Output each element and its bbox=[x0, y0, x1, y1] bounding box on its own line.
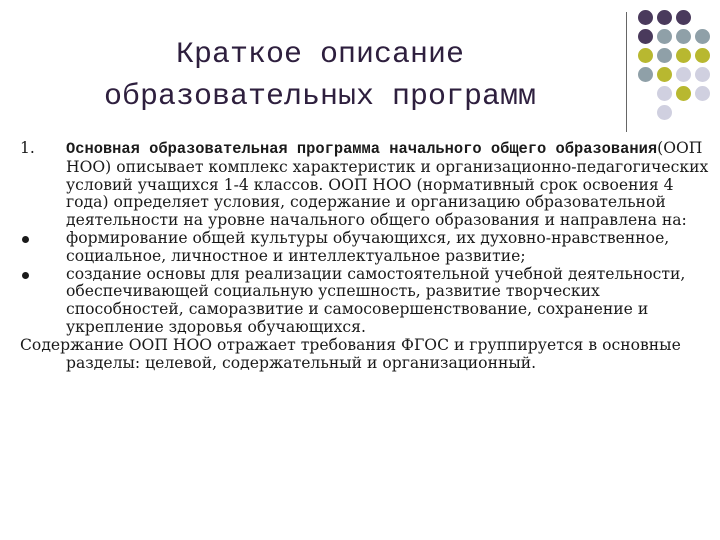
summary-paragraph: Содержание ООП НОО отражает требования ФГОС и группируется в основные разделы: целевой, содержательный и организационный. bbox=[20, 335, 681, 372]
decorative-dot bbox=[638, 10, 653, 25]
decorative-dot bbox=[638, 105, 653, 120]
decorative-dot bbox=[657, 29, 672, 44]
slide-title-line-2: образовательных программ bbox=[103, 80, 537, 114]
bullet-text: формирование общей культуры обучающихся, их духовно-нравственное, социальное, личностное и интеллектуальное развитие; bbox=[66, 228, 670, 265]
decorative-dot bbox=[657, 48, 672, 63]
bullet-item-1 bbox=[20, 230, 716, 266]
bullet-item-2 bbox=[20, 266, 716, 337]
bullet-text: создание основы для реализации самостоятельной учебной деятельности, обеспечивающей социальную успешность, развитие творческих способностей, саморазвитие и самосовершенствование, сохранение и укрепление здоровья обучающихся. bbox=[66, 264, 686, 336]
slide-title-line-1: Краткое описание bbox=[175, 38, 465, 72]
slide-body bbox=[20, 140, 716, 372]
decorative-dot bbox=[695, 67, 710, 82]
decorative-dot-grid bbox=[638, 10, 711, 121]
decorative-dot bbox=[676, 67, 691, 82]
decorative-dot bbox=[695, 86, 710, 101]
decorative-dot bbox=[676, 105, 691, 120]
decorative-dot bbox=[638, 29, 653, 44]
decorative-divider bbox=[626, 12, 627, 132]
decorative-dot bbox=[676, 10, 691, 25]
slide-title bbox=[60, 34, 580, 118]
decorative-dot bbox=[638, 48, 653, 63]
decorative-dot bbox=[638, 67, 653, 82]
bullet-icon bbox=[22, 236, 29, 243]
decorative-dot bbox=[695, 105, 710, 120]
decorative-dot bbox=[695, 29, 710, 44]
decorative-dot bbox=[657, 105, 672, 120]
decorative-dot bbox=[695, 48, 710, 63]
program-description: (ООП НОО) описывает комплекс характеристик и организационно-педагогических условий учащихся 1-4 классов. ООП НОО (нормативный срок освоения 4 года) определяет условия, содержание и организацию образовательной деятельности на уровне начального общего образования и направлена на: bbox=[66, 139, 709, 230]
bullet-icon bbox=[22, 272, 29, 279]
decorative-dot bbox=[676, 86, 691, 101]
decorative-dot bbox=[657, 67, 672, 82]
decorative-dot bbox=[676, 48, 691, 63]
decorative-dot bbox=[676, 29, 691, 44]
list-number: 1. bbox=[20, 139, 35, 157]
decorative-dot bbox=[638, 86, 653, 101]
decorative-dot bbox=[695, 10, 710, 25]
program-name: Основная образовательная программа начального общего образования bbox=[66, 140, 658, 158]
decorative-dot bbox=[657, 86, 672, 101]
numbered-item-1 bbox=[20, 140, 716, 230]
decorative-dot bbox=[657, 10, 672, 25]
